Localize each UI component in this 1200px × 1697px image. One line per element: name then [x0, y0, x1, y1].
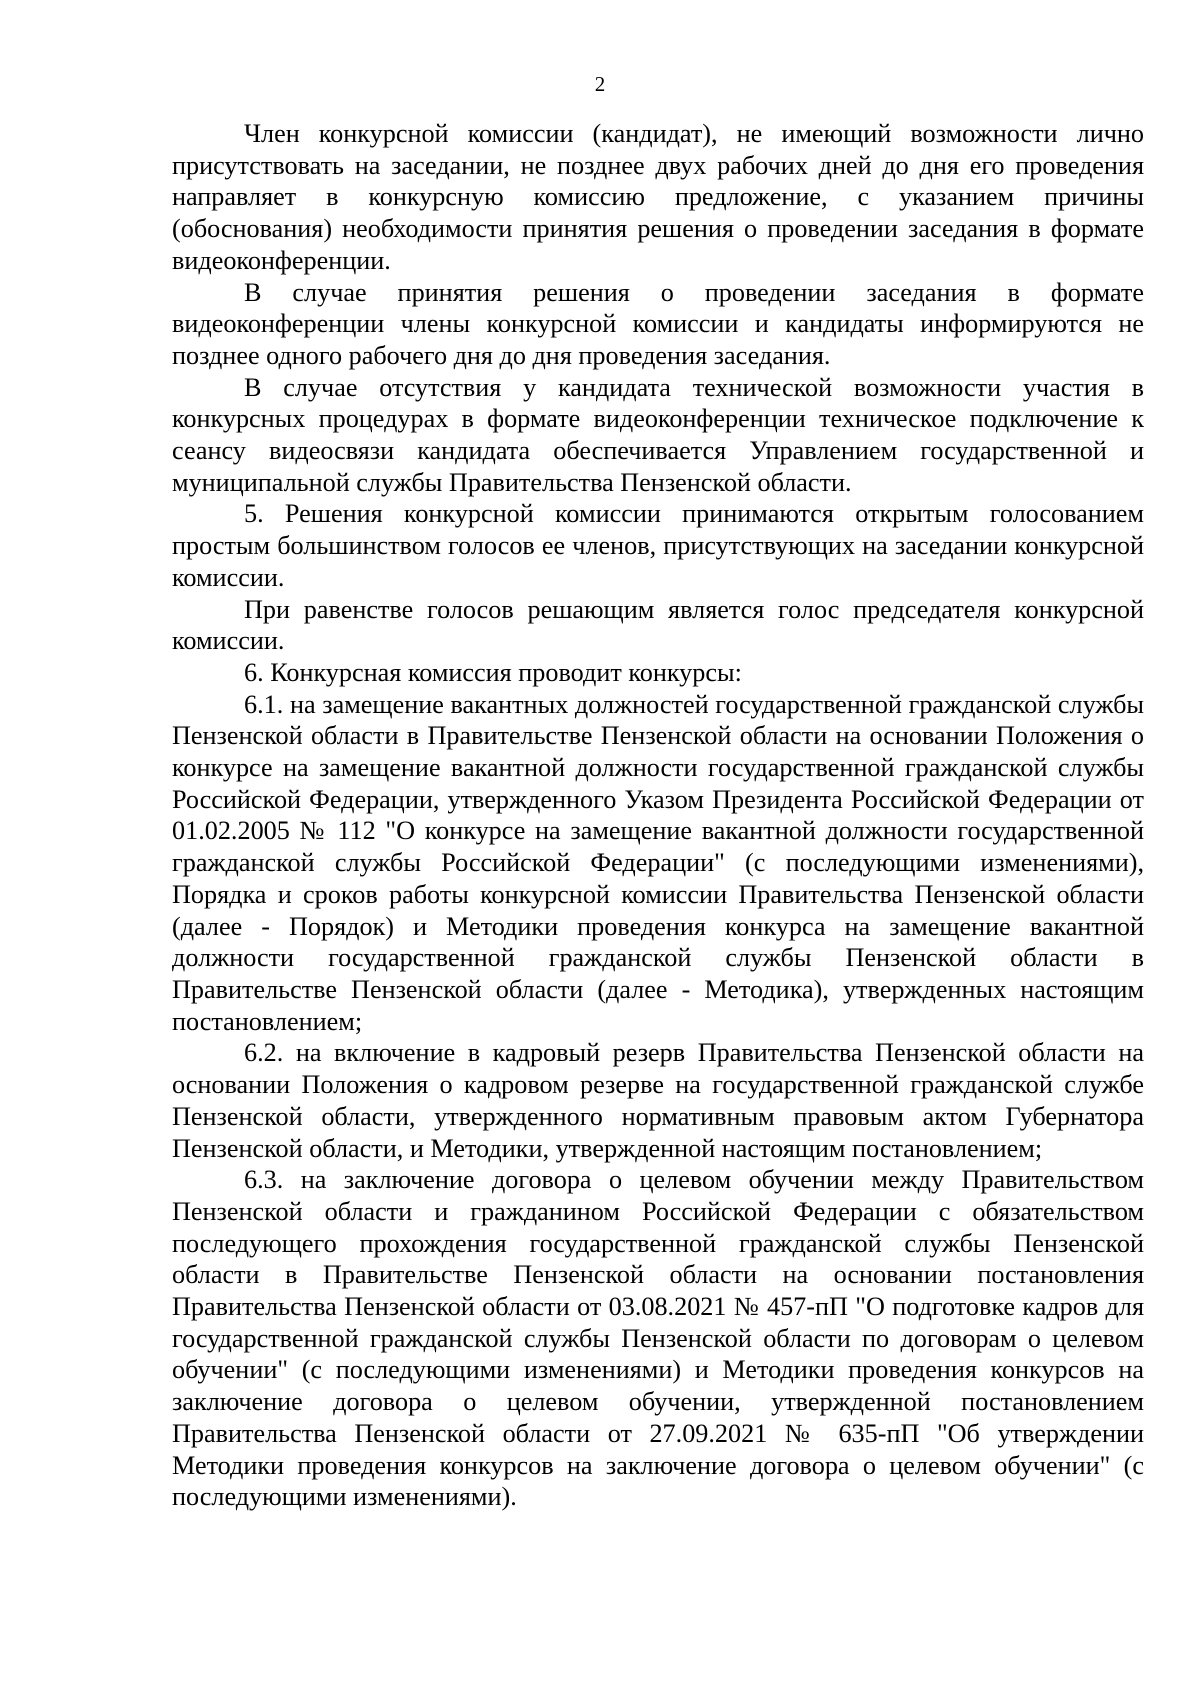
- paragraph-item-6-competitions: 6. Конкурсная комиссия проводит конкурсы:: [244, 657, 742, 687]
- paragraph-item-6-3: 6.3. на заключение договора о целевом обучении между Правительством Пензенской области и гражданином Российской Федерации с обязательством последующего прохождения государственной гражданской службы Пензенской области в Правительстве Пензенской области на основании постановления Правительства Пензенской области от 03.08.2021 № 457-пП "О подготовке кадров для государственной гражданской службы Пензенской области по договорам о целевом обучении" (с последующими изменениями) и Методики проведения конкурсов на заключение договора о целевом обучении, утвержденной постановлением Правительства Пензенской области от 27.09.2021 № 635-пП "Об утверждении Методики проведения конкурсов на заключение договора о целевом обучении" (с последующими изменениями).: [172, 1165, 1144, 1512]
- paragraph-item-6-2: 6.2. на включение в кадровый резерв Правительства Пензенской области на основании Положения о кадровом резерве на государственной гражданской службе Пензенской области, утвержденного нормативным правовым актом Губернатора Пензенской области, и Методики, утвержденной настоящим постановлением;: [172, 1038, 1144, 1163]
- page-number: 2: [594, 72, 606, 96]
- paragraph-absent-member-proposal: Член конкурсной комиссии (кандидат), не имеющий возможности лично присутствовать на заседании, не позднее двух рабочих дней до дня его проведения направляет в конкурсную комиссию предложение, с указанием причины (обоснования) необходимости принятия решения о проведении заседания в формате видеоконференции.: [172, 119, 1144, 275]
- document-body: [172, 118, 1144, 1513]
- paragraph-item-5-decisions: 5. Решения конкурсной комиссии принимаются открытым голосованием простым большинством голосов ее членов, присутствующих на заседании конкурсной комиссии.: [172, 499, 1144, 592]
- paragraph-item-6-1: 6.1. на замещение вакантных должностей государственной гражданской службы Пензенской области в Правительстве Пензенской области на основании Положения о конкурсе на замещение вакантной должности государственной гражданской службы Российской Федерации, утвержденного Указом Президента Российской Федерации от 01.02.2005 № 112 "О конкурсе на замещение вакантной должности государственной гражданской службы Российской Федерации" (с последующими изменениями), Порядка и сроков работы конкурсной комиссии Правительства Пензенской области (далее - Порядок) и Методики проведения конкурса на замещение вакантной должности государственной гражданской службы Пензенской области в Правительстве Пензенской области (далее - Методика), утвержденных настоящим постановлением;: [172, 689, 1144, 1036]
- paragraph-technical-connection: В случае отсутствия у кандидата технической возможности участия в конкурсных процедурах в формате видеоконференции техническое подключение к сеансу видеосвязи кандидата обеспечивается Управлением государственной и муниципальной службы Правительства Пензенской области.: [172, 372, 1144, 497]
- paragraph-tie-vote: При равенстве голосов решающим является голос председателя конкурсной комиссии.: [172, 594, 1144, 656]
- paragraph-videoconference-notification: В случае принятия решения о проведении заседания в формате видеоконференции члены конкурсной комиссии и кандидаты информируются не позднее одного рабочего дня до дня проведения заседания.: [172, 277, 1144, 370]
